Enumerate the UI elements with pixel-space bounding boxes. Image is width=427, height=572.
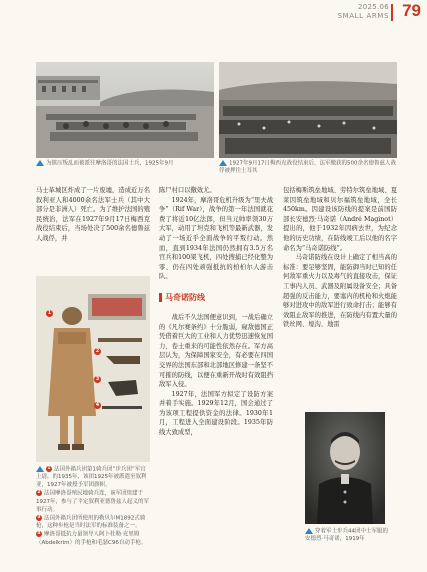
caption-item: 4 摩洛哥抵抗力量领导人阿卜杜勒·克里姆（Abdelkrim）的手枪和毛瑟C96自动手枪。 (36, 531, 147, 546)
marker-4: 4 (95, 402, 100, 408)
photo-soldiers-camp (36, 62, 214, 158)
paragraph: 战后不久法国便意识到，一战后确立的《凡尔赛条约》十分脆弱，窥敌德国正凭借着巨大的工业和人力优势迅速恢复国力，卷土重来的可能性依然存在。军方高层认为，为保障国家安全，有必要在四国交界的法国东部和北部地区修建一条坚不可摧的防线，以便在重新开战时有效阻挡敌军入侵。 (159, 313, 273, 389)
triangle-marker-icon (219, 160, 227, 166)
triangle-marker-icon (36, 466, 44, 472)
page-number: 79 (402, 1, 421, 20)
photo-uniform-captions (36, 466, 150, 548)
triangle-marker-icon (305, 528, 313, 534)
photo-uniform-display (36, 276, 150, 462)
triangle-marker-icon (36, 160, 44, 166)
paragraph: 1924年，摩洛哥危机升级为“里夫战争”（Rif War），战争的第一年法国就花费了将近10亿法郎，但当元帅率领30万大军，动用了坦克和飞机等最新武器，发动了一场近乎全面战争的平叛行动。然而，直到1934年法国仍然拥有3.5万名官兵和100架飞机，四处搜捕已经化整为零、仍在四处顽强抵抗的柏柏尔人游击队。 (159, 196, 273, 281)
photo-soldiers-camp-caption: 为镇压叛乱而被派往摩洛哥的法国士兵，1925年9月 (36, 160, 214, 168)
photo-prisoners-caption: 1927年9月17日梅西克战役结束后，法军缴获的500余名德鲁兹人战俘被押往土耳其 (219, 160, 396, 175)
column-1-text (36, 186, 150, 244)
paragraph: 1927年，法国军方拟定了设防方案并着手实施。1929年12月，国会通过了为该项工程提供资金的法律。1930年1月，工程进入全面建设阶段。1935年防线大致成型， (159, 390, 273, 437)
issue-date: 2025.06 (357, 3, 389, 11)
column-2-text (159, 186, 273, 438)
photo-portrait-image (305, 412, 385, 524)
photo-portrait (305, 412, 385, 524)
column-3-text (283, 186, 397, 330)
marker-3: 3 (95, 376, 100, 382)
caption-item: 2 法国摩洛哥殖民地骑兵连，该军团组建于1927年，参与了平定叙利亚德鲁兹人起义的军事行动。 (36, 490, 149, 513)
marker-2: 2 (95, 348, 100, 354)
photo-soldiers-camp-image (36, 62, 214, 158)
magazine-name: SMALL ARMS (337, 12, 389, 20)
marker-1: 1 (47, 310, 52, 316)
section-title: 马奇诺防线 (159, 292, 273, 303)
photo-prisoners (219, 62, 397, 158)
photo-portrait-caption: 穿着军士步兵44团中士军服的安德烈·马奇诺，1919年 (305, 528, 388, 543)
section-bar-icon (159, 293, 162, 302)
photo-prisoners-image (219, 62, 397, 158)
paragraph: 马士革城区炸成了一片废墟，造成近万名叙利亚人和4000余名法军士兵（其中大部分是非洲人）死亡。为了维护法国的殖民统治，法军在1927年9月17日梅西克战役结束后，当场处决了500余名德鲁兹人战俘，并 (36, 187, 150, 242)
paragraph: 马奇诺防线在设计上确定了相当高的标准：要足够坚固，能防御当时已知的任何敌军重火力以及毒气的直接攻击，保证工事内人员、武器及附属设备安全；具备超强的反击能力，要塞内的机枪和火炮能够对进攻中的敌军进行致命打击；能够有效阻止敌军的推进，在防线内有置大量的铁丝网、壕沟、地雷 (283, 254, 397, 329)
paragraph: 陈尸村口以儆效尤。 (159, 187, 216, 194)
paragraph: 包括梅斯筑垒地域、劳特尔筑垒地域、夏莱因筑垒地域和贝尔福筑垒地域，全长450km。因建设该防线的提案是前国防部长安德烈·马奇诺（André Maginot）提出的，他于1932年因病去世，为纪念他的历史功绩，在防线竣工后以他的名字命名为“马奇诺防线”。 (283, 187, 397, 252)
caption-item: 1 法国外籍兵团第1骑兵团“步兵团”军官上尉，的1935年，该团1925年被派遣至叙利亚，1927年被授予军团旗帜。 (36, 466, 147, 489)
caption-item: 3 法国外籍兵团所使用的勒贝尔M1892式骑枪，这种步枪是当时法军的标准装备之一。 (36, 514, 146, 530)
header-divider (391, 4, 393, 21)
photo-uniform-image (36, 276, 150, 462)
